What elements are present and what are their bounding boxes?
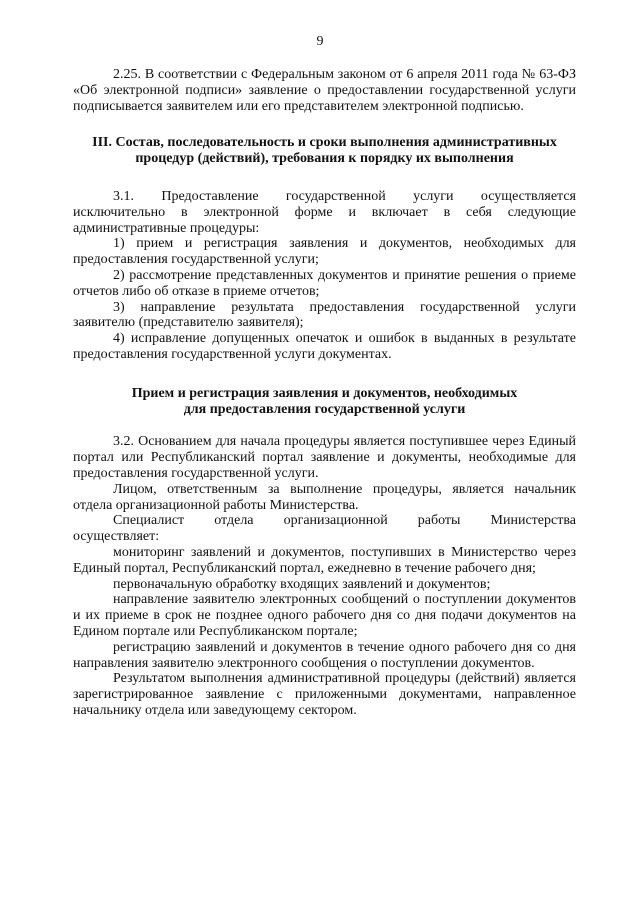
paragraph-result: Результатом выполнения административной процедуры (действий) является зарегистрированное заявление с приложенными документами, направленное начальнику отдела или заведующему сектором. [73, 671, 576, 718]
procedure-item-2: 2) рассмотрение представленных документов и принятие решения о приеме отчетов либо об отказе в приеме отчетов; [73, 267, 576, 299]
subheading-line-1: Прием и регистрация заявления и документов, необходимых [131, 385, 518, 401]
specialist-word: отдела [214, 513, 254, 529]
specialist-word: Специалист [113, 513, 185, 529]
duty-item-4: регистрацию заявлений и документов в течение одного рабочего дня со дня направления заявителю электронного сообщения о поступлении документов. [73, 639, 576, 671]
paragraph-3-1: 3.1. Предоставление государственной услуги осуществляется исключительно в электронной форме и включает в себя следующие административные процедуры: [73, 188, 576, 236]
paragraph-3-2: 3.2. Основанием для начала процедуры является поступившее через Единый портал или Республиканский портал заявление и документы, необходимые для предоставления государственной услуги. [73, 434, 576, 481]
duty-item-3: направление заявителю электронных сообщений о поступлении документов и их приеме в срок не позднее одного рабочего дня со дня подачи документов на Едином портале или Республиканском портале; [73, 592, 576, 639]
specialist-word: работы [417, 513, 461, 529]
specialist-line [73, 513, 576, 529]
page-number: 9 [316, 34, 324, 49]
section-3-heading-line-1: III. Состав, последовательность и сроки выполнения административных [92, 135, 557, 151]
document-body [73, 67, 576, 719]
paragraph-2-25: 2.25. В соответствии с Федеральным законом от 6 апреля 2011 года № 63-ФЗ «Об электронной подписи» заявление о предоставлении государственной услуги подписывается заявителем или его представителем электронной подписью. [73, 67, 576, 114]
section-3-heading-line-2: процедур (действий), требования к порядку их выполнения [135, 151, 514, 167]
specialist-word: организационной [283, 513, 388, 529]
procedure-item-3: 3) направление результата предоставления государственной услуги заявителю (представителю заявителя); [73, 299, 576, 331]
paragraph-responsible: Лицом, ответственным за выполнение процедуры, является начальник отдела организационной работы Министерства. [73, 481, 576, 513]
procedure-item-4: 4) исправление допущенных опечаток и ошибок в выданных в результате предоставления государственной услуги документах. [73, 331, 576, 362]
specialist-word: Министерства [490, 513, 576, 529]
subheading-line-2: для предоставления государственной услуги [183, 401, 466, 417]
specialist-tail: осуществляет: [73, 529, 160, 545]
duty-item-2: первоначальную обработку входящих заявлений и документов; [113, 576, 491, 592]
duty-item-1: мониторинг заявлений и документов, поступивших в Министерство через Единый портал, Республиканский портал, ежедневно в течение рабочего дня; [73, 544, 576, 576]
procedure-item-1: 1) прием и регистрация заявления и документов, необходимых для предоставления государственной услуги; [73, 236, 576, 268]
